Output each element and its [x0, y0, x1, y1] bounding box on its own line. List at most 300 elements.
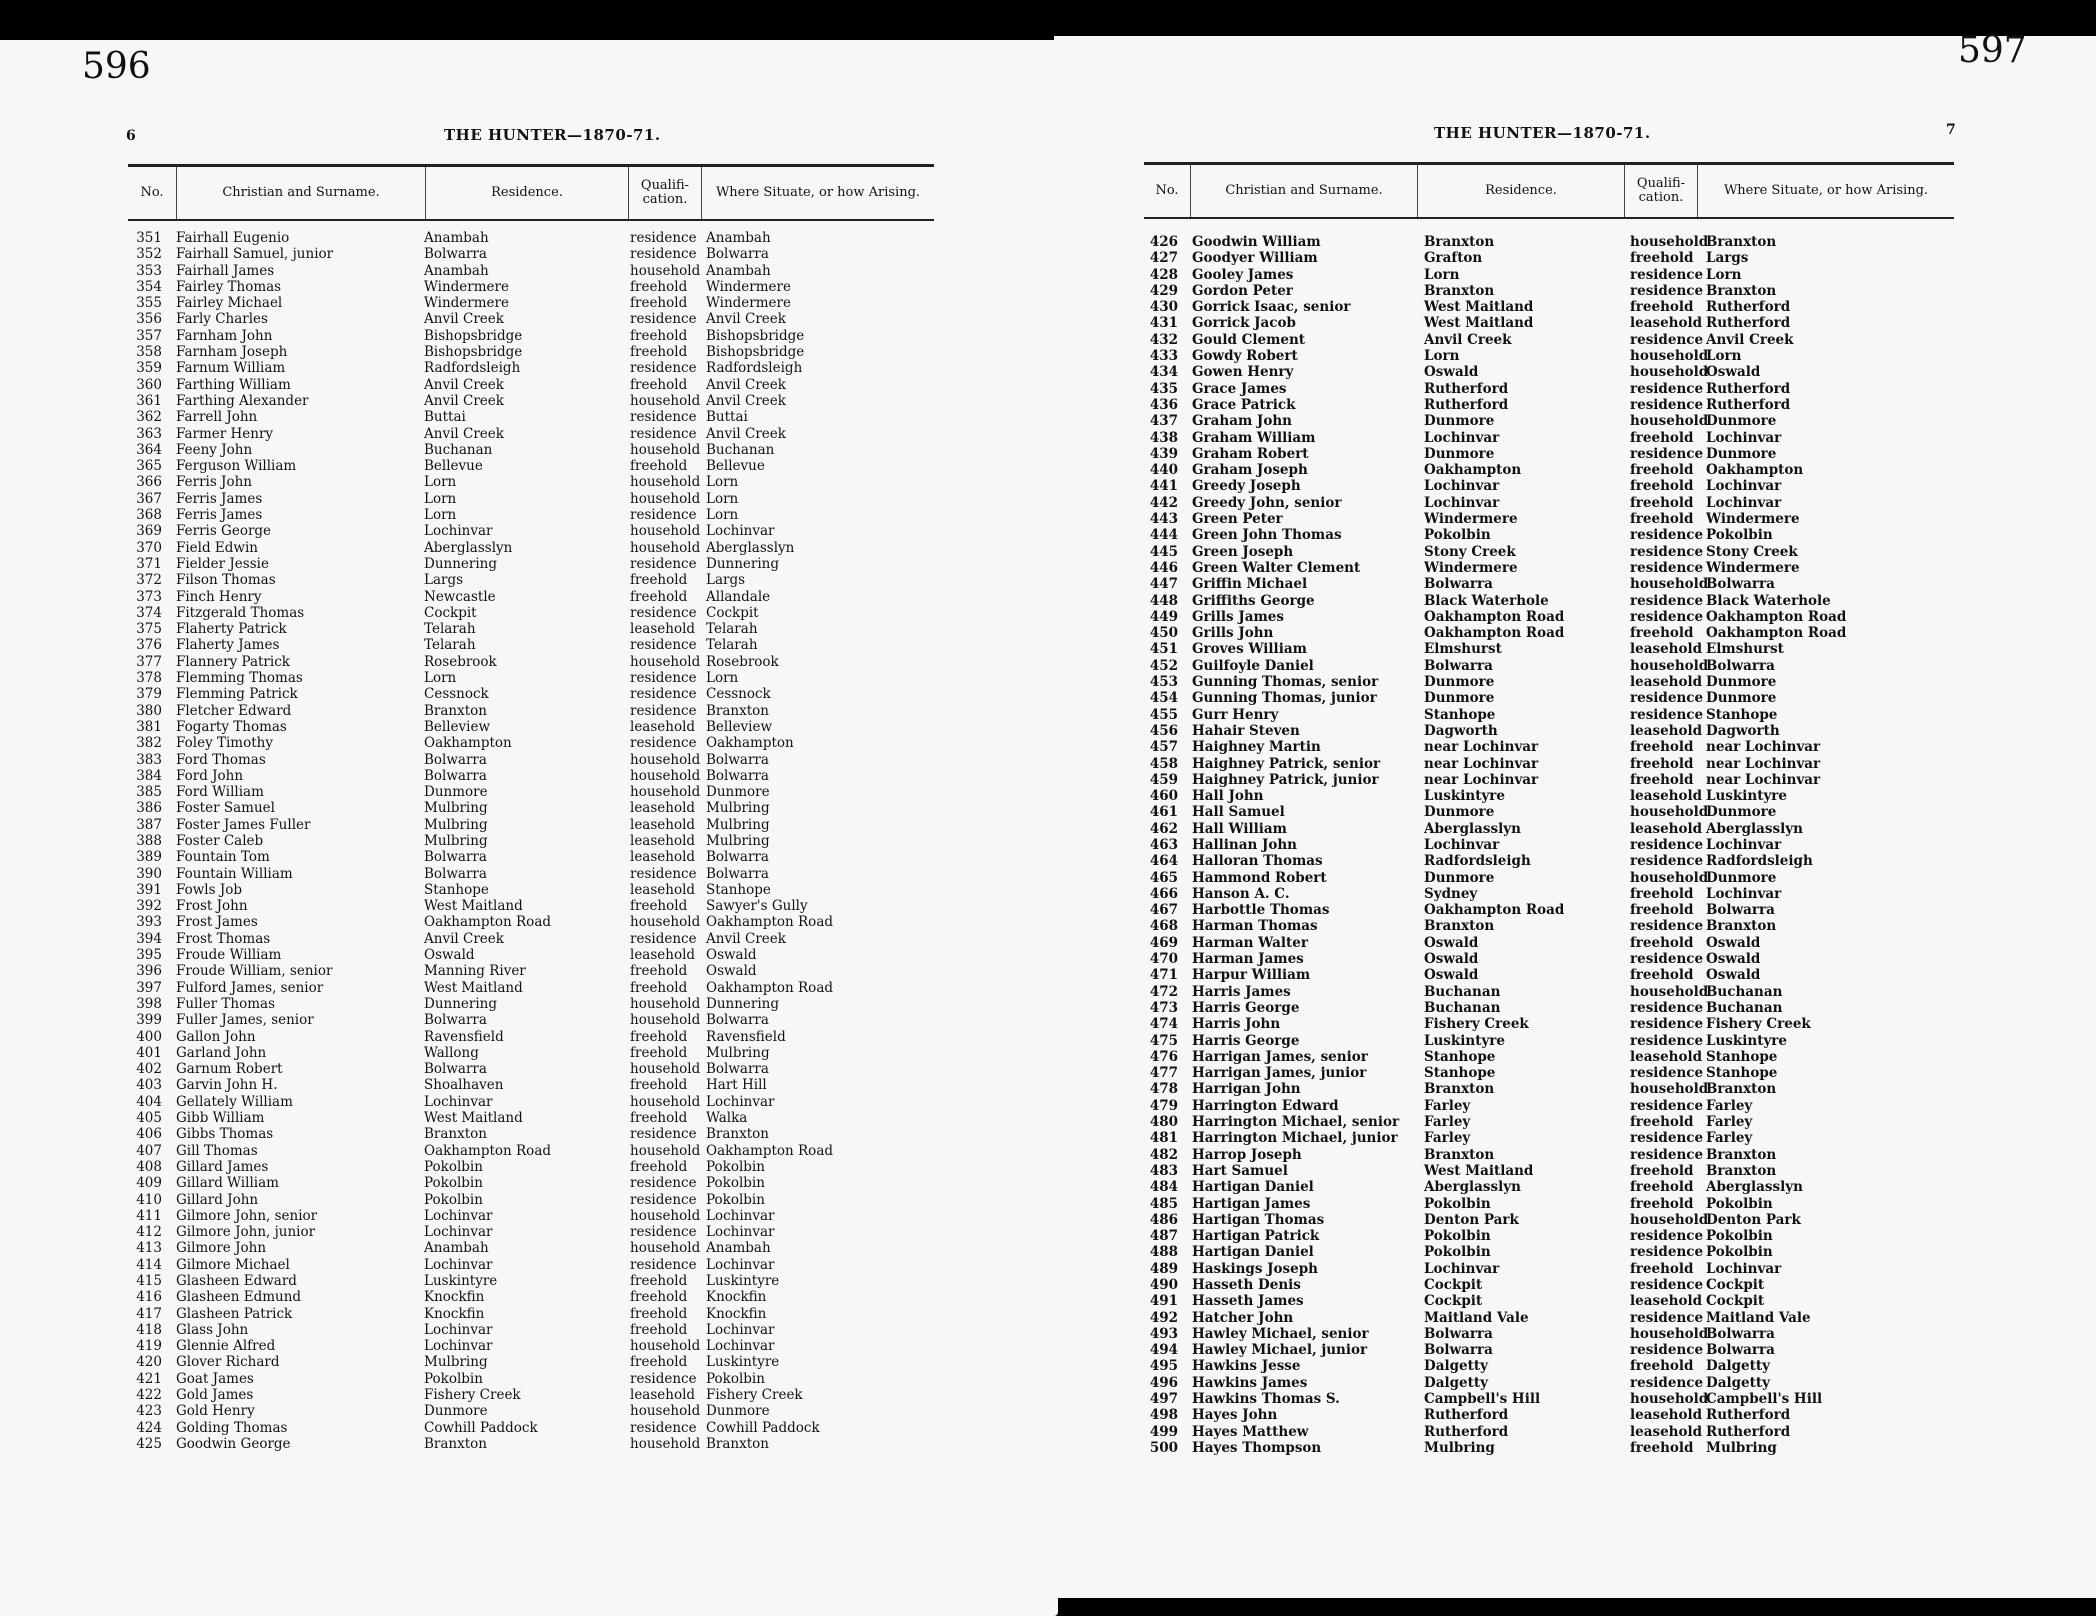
table-row — [128, 572, 934, 588]
entry-number: 441 — [1149, 478, 1178, 495]
where-situate: Oakhampton Road — [706, 979, 834, 996]
table-row — [128, 263, 934, 279]
residence: Oakhampton Road — [424, 1142, 552, 1159]
table-row — [1144, 804, 1954, 820]
voter-name: Griffin Michael — [1192, 576, 1308, 593]
qualification: household — [1630, 1325, 1709, 1342]
where-situate: Oakhampton Road — [706, 1142, 834, 1159]
table-header — [1144, 162, 1954, 219]
where-situate: Mulbring — [706, 816, 770, 833]
where-situate: Windermere — [706, 295, 791, 312]
residence: Anambah — [424, 262, 489, 279]
residence: Branxton — [1424, 918, 1495, 935]
where-situate: Stony Creek — [1706, 543, 1798, 560]
entry-number: 487 — [1149, 1228, 1178, 1245]
entry-number: 390 — [136, 865, 162, 882]
qualification: residence — [630, 686, 697, 703]
voter-name: Gilmore John, senior — [176, 1207, 318, 1224]
voter-name: Farly Charles — [176, 311, 268, 328]
voter-name: Graham Joseph — [1192, 462, 1308, 479]
voter-name: Farnham John — [176, 327, 273, 344]
voter-name: Filson Thomas — [176, 572, 276, 589]
voter-name: Froude William — [176, 947, 282, 964]
table-row — [128, 833, 934, 849]
table-row — [128, 1159, 934, 1175]
voter-name: Gooley James — [1192, 266, 1294, 283]
residence: Dunnering — [424, 995, 498, 1012]
where-situate: Oakhampton Road — [706, 914, 834, 931]
qualification: residence — [630, 1256, 697, 1273]
entry-number: 497 — [1149, 1391, 1178, 1408]
qualification: freehold — [630, 344, 688, 361]
col-header-qualification: Qualifi- cation. — [1625, 165, 1698, 217]
qualification: residence — [630, 360, 697, 377]
qualification: household — [630, 1240, 701, 1257]
table-row — [128, 1338, 934, 1354]
qualification: freehold — [1630, 1358, 1694, 1375]
qualification: freehold — [630, 1044, 688, 1061]
table-row — [128, 1224, 934, 1240]
qualification: residence — [1630, 592, 1704, 609]
qualification: household — [630, 523, 701, 540]
residence: Dunmore — [424, 784, 488, 801]
table-row — [128, 719, 934, 735]
voter-name: Glasheen Patrick — [176, 1305, 293, 1322]
voter-name: Hartigan Patrick — [1192, 1228, 1320, 1245]
table-row — [128, 279, 934, 295]
voter-name: Gowdy Robert — [1192, 348, 1298, 365]
residence: Anvil Creek — [424, 930, 504, 947]
qualification: residence — [1630, 543, 1704, 560]
voter-name: Fairley Michael — [176, 295, 283, 312]
residence: Bolwarra — [1424, 657, 1493, 674]
table-row — [128, 360, 934, 376]
qualification: residence — [1630, 918, 1704, 935]
entry-number: 351 — [136, 230, 162, 246]
qualification: household — [630, 1012, 701, 1029]
residence: Dunmore — [1424, 690, 1495, 707]
voter-name: Fielder Jessie — [176, 555, 269, 572]
entry-number: 366 — [136, 474, 162, 491]
entry-number: 389 — [136, 849, 162, 866]
where-situate: Cowhill Paddock — [706, 1419, 820, 1436]
entry-number: 458 — [1149, 755, 1178, 772]
residence: Pokolbin — [424, 1158, 483, 1175]
entry-number: 416 — [136, 1289, 162, 1306]
qualification: residence — [1630, 706, 1704, 723]
residence: Lochinvar — [1424, 429, 1500, 446]
voter-name: Foster Samuel — [176, 800, 275, 817]
qualification: household — [1630, 1081, 1709, 1098]
where-situate: Farley — [1706, 1114, 1753, 1131]
voter-name: Harrigan James, junior — [1192, 1065, 1367, 1082]
where-situate: Buchanan — [706, 441, 775, 458]
where-situate: Fishery Creek — [1706, 1016, 1811, 1033]
where-situate: near Lochinvar — [1706, 755, 1821, 772]
where-situate: Lochinvar — [706, 523, 775, 540]
voter-name: Hallinan John — [1192, 836, 1297, 853]
table-row — [128, 540, 934, 556]
where-situate: Bolwarra — [706, 767, 769, 784]
where-situate: Anvil Creek — [1706, 331, 1794, 348]
voter-name: Frost James — [176, 914, 258, 931]
table-row — [1144, 1179, 1954, 1195]
voter-name: Hayes Thompson — [1192, 1439, 1322, 1456]
qualification: household — [630, 262, 701, 279]
residence: Anvil Creek — [424, 392, 504, 409]
where-situate: Mulbring — [1706, 1439, 1777, 1456]
entry-number: 466 — [1149, 885, 1178, 902]
qualification: residence — [1630, 1065, 1704, 1082]
qualification: residence — [630, 1370, 697, 1387]
qualification: leasehold — [630, 832, 696, 849]
page-number: 6 — [126, 128, 136, 144]
residence: Knockfin — [424, 1289, 485, 1306]
qualification: residence — [1630, 1374, 1704, 1391]
table-row — [1144, 381, 1954, 397]
qualification: residence — [630, 425, 697, 442]
table-row — [128, 377, 934, 393]
qualification: residence — [1630, 1277, 1704, 1293]
qualification: residence — [1630, 1228, 1704, 1245]
where-situate: near Lochinvar — [1706, 771, 1821, 788]
table-row — [128, 230, 934, 246]
where-situate: Oakhampton — [706, 735, 794, 752]
entry-number: 403 — [136, 1077, 162, 1094]
qualification: residence — [630, 409, 697, 426]
qualification: residence — [630, 670, 697, 687]
table-row — [1144, 951, 1954, 967]
voter-name: Golding Thomas — [176, 1419, 288, 1436]
voter-name: Green John Thomas — [1192, 527, 1342, 544]
voter-name: Hasseth Denis — [1192, 1277, 1301, 1293]
entry-number: 418 — [136, 1321, 162, 1338]
residence: Bolwarra — [424, 849, 487, 866]
where-situate: Lochinvar — [706, 1321, 775, 1338]
qualification: leasehold — [1630, 1293, 1703, 1310]
qualification: residence — [1630, 608, 1704, 625]
table-row — [1144, 1212, 1954, 1228]
voter-name: Farnum William — [176, 360, 286, 377]
residence: West Maitland — [424, 898, 523, 915]
voter-name: Glover Richard — [176, 1354, 280, 1371]
table-row — [128, 1110, 934, 1126]
table-row — [1144, 886, 1954, 902]
voter-name: Goat James — [176, 1370, 254, 1387]
residence: Dunmore — [1424, 413, 1495, 430]
folio-number: 596 — [82, 46, 151, 87]
table-row — [128, 295, 934, 311]
voter-name: Flemming Thomas — [176, 670, 303, 687]
entry-number: 388 — [136, 832, 162, 849]
table-row — [1144, 1326, 1954, 1342]
table-row — [1144, 658, 1954, 674]
voter-name: Foster James Fuller — [176, 816, 311, 833]
table-row — [1144, 641, 1954, 657]
entry-number: 415 — [136, 1273, 162, 1289]
voter-name: Fairhall James — [176, 262, 275, 279]
entry-number: 398 — [136, 995, 162, 1012]
entry-number: 407 — [136, 1142, 162, 1159]
where-situate: Dunmore — [706, 1403, 770, 1420]
entry-number: 363 — [136, 425, 162, 442]
where-situate: Lorn — [706, 474, 739, 491]
entry-number: 428 — [1149, 266, 1178, 283]
entry-number: 410 — [136, 1191, 162, 1208]
residence: Lochinvar — [1424, 478, 1500, 495]
voter-name: Fountain Tom — [176, 849, 270, 866]
voter-name: Glasheen Edward — [176, 1273, 297, 1289]
entry-number: 479 — [1149, 1097, 1178, 1114]
entry-number: 382 — [136, 735, 162, 752]
entry-number: 360 — [136, 376, 162, 393]
voter-name: Goodwin William — [1192, 234, 1321, 250]
voter-name: Garnum Robert — [176, 1061, 283, 1078]
where-situate: Bishopsbridge — [706, 327, 805, 344]
entry-number: 395 — [136, 947, 162, 964]
entry-number: 387 — [136, 816, 162, 833]
where-situate: Telarah — [706, 621, 758, 638]
residence: Branxton — [1424, 1081, 1495, 1098]
table-row — [1144, 315, 1954, 331]
residence: Dunmore — [1424, 674, 1495, 691]
qualification: freehold — [1630, 1439, 1694, 1456]
table-row — [1144, 267, 1954, 283]
qualification: freehold — [1630, 1114, 1694, 1131]
where-situate: Rutherford — [1706, 1423, 1791, 1440]
qualification: freehold — [630, 1321, 688, 1338]
entry-number: 453 — [1149, 674, 1178, 691]
entry-number: 378 — [136, 670, 162, 687]
voter-name: Hawley Michael, senior — [1192, 1325, 1369, 1342]
qualification: freehold — [630, 1110, 688, 1127]
qualification: household — [630, 441, 701, 458]
table-row — [1144, 527, 1954, 543]
qualification: leasehold — [630, 800, 696, 817]
residence: Anvil Creek — [1424, 331, 1512, 348]
voter-name: Hall Samuel — [1192, 804, 1285, 821]
where-situate: Knockfin — [706, 1289, 767, 1306]
entry-number: 375 — [136, 621, 162, 638]
entry-number: 404 — [136, 1093, 162, 1110]
where-situate: Ravensfield — [706, 1028, 786, 1045]
voter-name: Haighney Patrick, junior — [1192, 771, 1379, 788]
table-row — [1144, 1391, 1954, 1407]
where-situate: Aberglasslyn — [1706, 1179, 1803, 1196]
voter-name: Harpur William — [1192, 967, 1311, 984]
residence: near Lochinvar — [1424, 755, 1539, 772]
entry-number: 471 — [1149, 967, 1178, 984]
where-situate: Luskintyre — [1706, 1032, 1787, 1049]
qualification: freehold — [630, 1028, 688, 1045]
table-row — [1144, 625, 1954, 641]
voter-name: Grills James — [1192, 608, 1284, 625]
table-row — [128, 1240, 934, 1256]
voter-name: Gilmore John — [176, 1240, 267, 1257]
residence: Mulbring — [1424, 1439, 1495, 1456]
entry-number: 367 — [136, 490, 162, 507]
residence: Branxton — [424, 1126, 487, 1143]
entry-number: 477 — [1149, 1065, 1178, 1082]
where-situate: Branxton — [1706, 1146, 1777, 1163]
residence: near Lochinvar — [1424, 771, 1539, 788]
where-situate: Cockpit — [1706, 1293, 1765, 1310]
qualification: freehold — [1630, 462, 1694, 479]
qualification: household — [1630, 657, 1709, 674]
qualification: leasehold — [1630, 641, 1703, 658]
residence: Lochinvar — [1424, 1260, 1500, 1277]
entry-number: 488 — [1149, 1244, 1178, 1261]
where-situate: Windermere — [1706, 511, 1800, 528]
residence: Radfordsleigh — [1424, 853, 1531, 870]
where-situate: Branxton — [706, 1435, 769, 1452]
residence: Branxton — [1424, 234, 1495, 250]
table-row — [128, 654, 934, 670]
entry-number: 463 — [1149, 836, 1178, 853]
entry-number: 354 — [136, 278, 162, 295]
where-situate: Luskintyre — [706, 1354, 780, 1371]
voter-name: Gunning Thomas, senior — [1192, 674, 1379, 691]
residence: Aberglasslyn — [424, 539, 513, 556]
qualification: household — [630, 1338, 701, 1355]
qualification: household — [1630, 1211, 1709, 1228]
residence: Bolwarra — [1424, 1342, 1493, 1359]
residence: Windermere — [1424, 511, 1518, 528]
qualification: freehold — [1630, 299, 1694, 316]
residence: Lochinvar — [424, 1338, 493, 1355]
residence: Dunmore — [1424, 804, 1495, 821]
table-row — [1144, 1293, 1954, 1309]
table-row — [1144, 1033, 1954, 1049]
voter-name: Greedy John, senior — [1192, 494, 1342, 511]
entry-number: 469 — [1149, 934, 1178, 951]
qualification: freehold — [1630, 250, 1694, 267]
voter-name: Haighney Martin — [1192, 739, 1321, 756]
qualification: residence — [630, 1126, 697, 1143]
residence: Rutherford — [1424, 396, 1509, 413]
table-row — [1144, 348, 1954, 364]
voter-name: Gellately William — [176, 1093, 293, 1110]
entry-number: 446 — [1149, 559, 1178, 576]
table-row — [128, 1436, 934, 1452]
table-body — [1144, 234, 1954, 1456]
entry-number: 424 — [136, 1419, 162, 1436]
voter-name: Feeny John — [176, 441, 253, 458]
entry-number: 484 — [1149, 1179, 1178, 1196]
voter-name: Guilfoyle Daniel — [1192, 657, 1314, 674]
voter-name: Frost John — [176, 898, 248, 915]
entry-number: 420 — [136, 1354, 162, 1371]
qualification: freehold — [1630, 1162, 1694, 1179]
residence: Rosebrook — [424, 653, 497, 670]
qualification: residence — [1630, 1097, 1704, 1114]
where-situate: Telarah — [706, 637, 758, 654]
where-situate: Windermere — [1706, 559, 1800, 576]
voter-name: Fletcher Edward — [176, 702, 292, 719]
entry-number: 364 — [136, 441, 162, 458]
entry-number: 472 — [1149, 983, 1178, 1000]
where-situate: Anvil Creek — [706, 425, 786, 442]
where-situate: Dunmore — [1706, 413, 1777, 430]
where-situate: Bolwarra — [706, 1061, 769, 1078]
residence: Bolwarra — [424, 865, 487, 882]
residence: Oakhampton — [424, 735, 512, 752]
where-situate: Dunmore — [1706, 690, 1777, 707]
where-situate: Bolwarra — [1706, 657, 1775, 674]
entry-number: 476 — [1149, 1048, 1178, 1065]
qualification: residence — [630, 865, 697, 882]
table-row — [128, 311, 934, 327]
col-header-situate: Where Situate, or how Arising. — [715, 185, 921, 200]
qualification: freehold — [1630, 1179, 1694, 1196]
residence: Luskintyre — [1424, 788, 1505, 805]
entry-number: 492 — [1149, 1309, 1178, 1326]
voter-name: Gowen Henry — [1192, 364, 1294, 381]
qualification: freehold — [630, 572, 688, 589]
residence: Dunmore — [1424, 445, 1495, 462]
voter-name: Harrigan James, senior — [1192, 1048, 1368, 1065]
entry-number: 405 — [136, 1110, 162, 1127]
qualification: leasehold — [1630, 1407, 1703, 1424]
entry-number: 359 — [136, 360, 162, 377]
residence: Sydney — [1424, 885, 1478, 902]
entry-number: 440 — [1149, 462, 1178, 479]
page-number: 7 — [1946, 122, 1956, 138]
qualification: freehold — [630, 295, 688, 312]
table-row — [1144, 1049, 1954, 1065]
table-row — [1144, 853, 1954, 869]
entry-number: 475 — [1149, 1032, 1178, 1049]
where-situate: Pokolbin — [1706, 1195, 1773, 1212]
entry-number: 485 — [1149, 1195, 1178, 1212]
qualification: residence — [1630, 1130, 1704, 1147]
where-situate: Branxton — [706, 1126, 769, 1143]
qualification: freehold — [1630, 511, 1694, 528]
residence: Lorn — [424, 490, 457, 507]
where-situate: Radfordsleigh — [706, 360, 803, 377]
where-situate: Lochinvar — [1706, 885, 1782, 902]
voter-name: Grills John — [1192, 625, 1274, 642]
voter-name: Haighney Patrick, senior — [1192, 755, 1381, 772]
where-situate: Aberglasslyn — [1706, 820, 1803, 837]
col-header-no: No. — [1144, 165, 1191, 217]
residence: Lorn — [424, 507, 457, 524]
voter-name: Harris James — [1192, 983, 1291, 1000]
voter-name: Glasheen Edmund — [176, 1289, 302, 1306]
entry-number: 362 — [136, 409, 162, 426]
residence: Lochinvar — [1424, 836, 1500, 853]
voter-name: Harris John — [1192, 1016, 1281, 1033]
where-situate: Rutherford — [1706, 1407, 1791, 1424]
residence: Bishopsbridge — [424, 327, 523, 344]
table-row — [128, 1273, 934, 1289]
qualification: leasehold — [1630, 1423, 1703, 1440]
qualification: leasehold — [630, 849, 696, 866]
voter-name: Hawkins Jesse — [1192, 1358, 1301, 1375]
table-row — [128, 784, 934, 800]
where-situate: Dunnering — [706, 995, 780, 1012]
table-row — [1144, 560, 1954, 576]
voter-name: Hasseth James — [1192, 1293, 1304, 1310]
entry-number: 499 — [1149, 1423, 1178, 1440]
residence: Stanhope — [1424, 1065, 1496, 1082]
where-situate: Stanhope — [1706, 706, 1778, 723]
table-row — [1144, 984, 1954, 1000]
voter-name: Gibbs Thomas — [176, 1126, 274, 1143]
qualification: residence — [1630, 1342, 1704, 1359]
residence: Black Waterhole — [1424, 592, 1549, 609]
voter-name: Harman James — [1192, 951, 1304, 968]
